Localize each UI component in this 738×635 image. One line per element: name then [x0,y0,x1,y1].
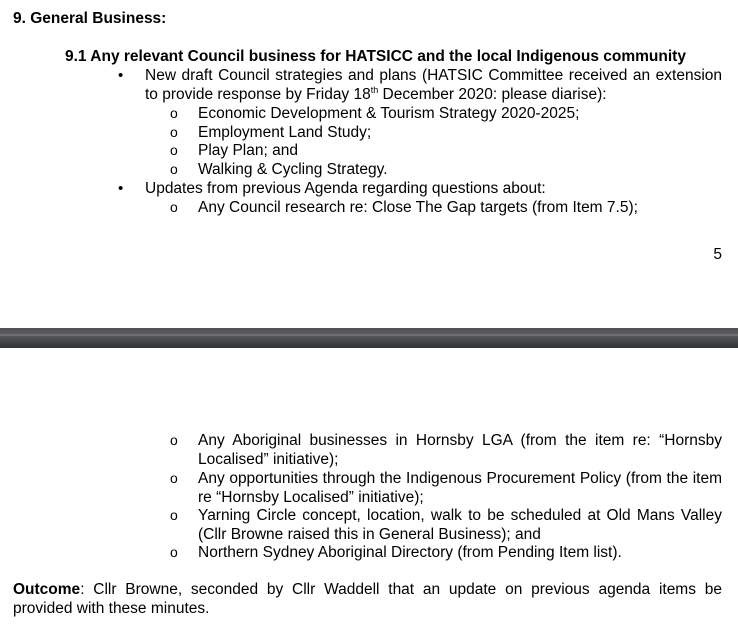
bullet-text: New draft Council strategies and plans (HATSIC Committee received an extension to provide response by Friday 18th December 2020: please diarise): [145,67,722,103]
sub-item-text: Any Aboriginal businesses in Hornsby LGA (from the item re: “Hornsby Localised” initiative); [198,432,722,468]
sub-item-text: Northern Sydney Aboriginal Directory (from Pending Item list). [198,544,622,561]
list-item-bullet [112,66,722,104]
sub-bullet-marker: o [170,161,178,177]
list-item-sub [165,104,722,123]
sub-item-text: Yarning Circle concept, location, walk to be scheduled at Old Mans Valley (Cllr Browne raised this in General Business); and [198,507,722,543]
sub-item-text: Employment Land Study; [198,124,372,141]
subsection-heading: 9.1 Any relevant Council business for HATSICC and the local Indigenous community [65,48,686,65]
list-item-sub [165,141,722,160]
list-item-sub [165,431,722,469]
sub-item-text: Economic Development & Tourism Strategy 2020-2025; [198,105,580,122]
list-item-sub [165,543,722,562]
outcome-paragraph [13,580,722,618]
list-item-bullet [112,179,722,198]
outcome-text: : Cllr Browne, seconded by Cllr Waddell that an update on previous agenda items be provided with these minutes. [13,581,722,617]
sub-bullet-marker: o [170,199,178,215]
sub-bullet-marker: o [170,105,178,121]
sub-item-text: Any opportunities through the Indigenous Procurement Policy (from the item re “Hornsby Localised” initiative); [198,470,722,506]
list-item-sub [165,123,722,142]
page-break [0,328,738,348]
sub-bullet-marker: o [170,142,178,158]
list-item-sub [165,198,722,217]
list-item-sub [165,160,722,179]
sub-item-text: Walking & Cycling Strategy. [198,161,388,178]
sub-bullet-marker: o [170,470,178,486]
section-heading: 9. General Business: [13,10,167,27]
sub-item-text: Any Council research re: Close The Gap targets (from Item 7.5); [198,199,638,216]
bullet-marker: • [118,67,124,84]
list-item-sub [165,506,722,544]
sub-bullet-marker: o [170,544,178,560]
outcome-label: Outcome [13,581,81,598]
ordinal-suffix: th [370,85,379,95]
page-number: 5 [713,246,722,263]
sub-item-text: Play Plan; and [198,142,298,159]
page-lower [0,348,738,635]
bullet-text: Updates from previous Agenda regarding questions about: [145,180,546,197]
sub-bullet-marker: o [170,432,178,448]
bullet-marker: • [118,180,124,197]
sub-bullet-marker: o [170,507,178,523]
list-item-sub [165,469,722,507]
sub-bullet-marker: o [170,124,178,140]
